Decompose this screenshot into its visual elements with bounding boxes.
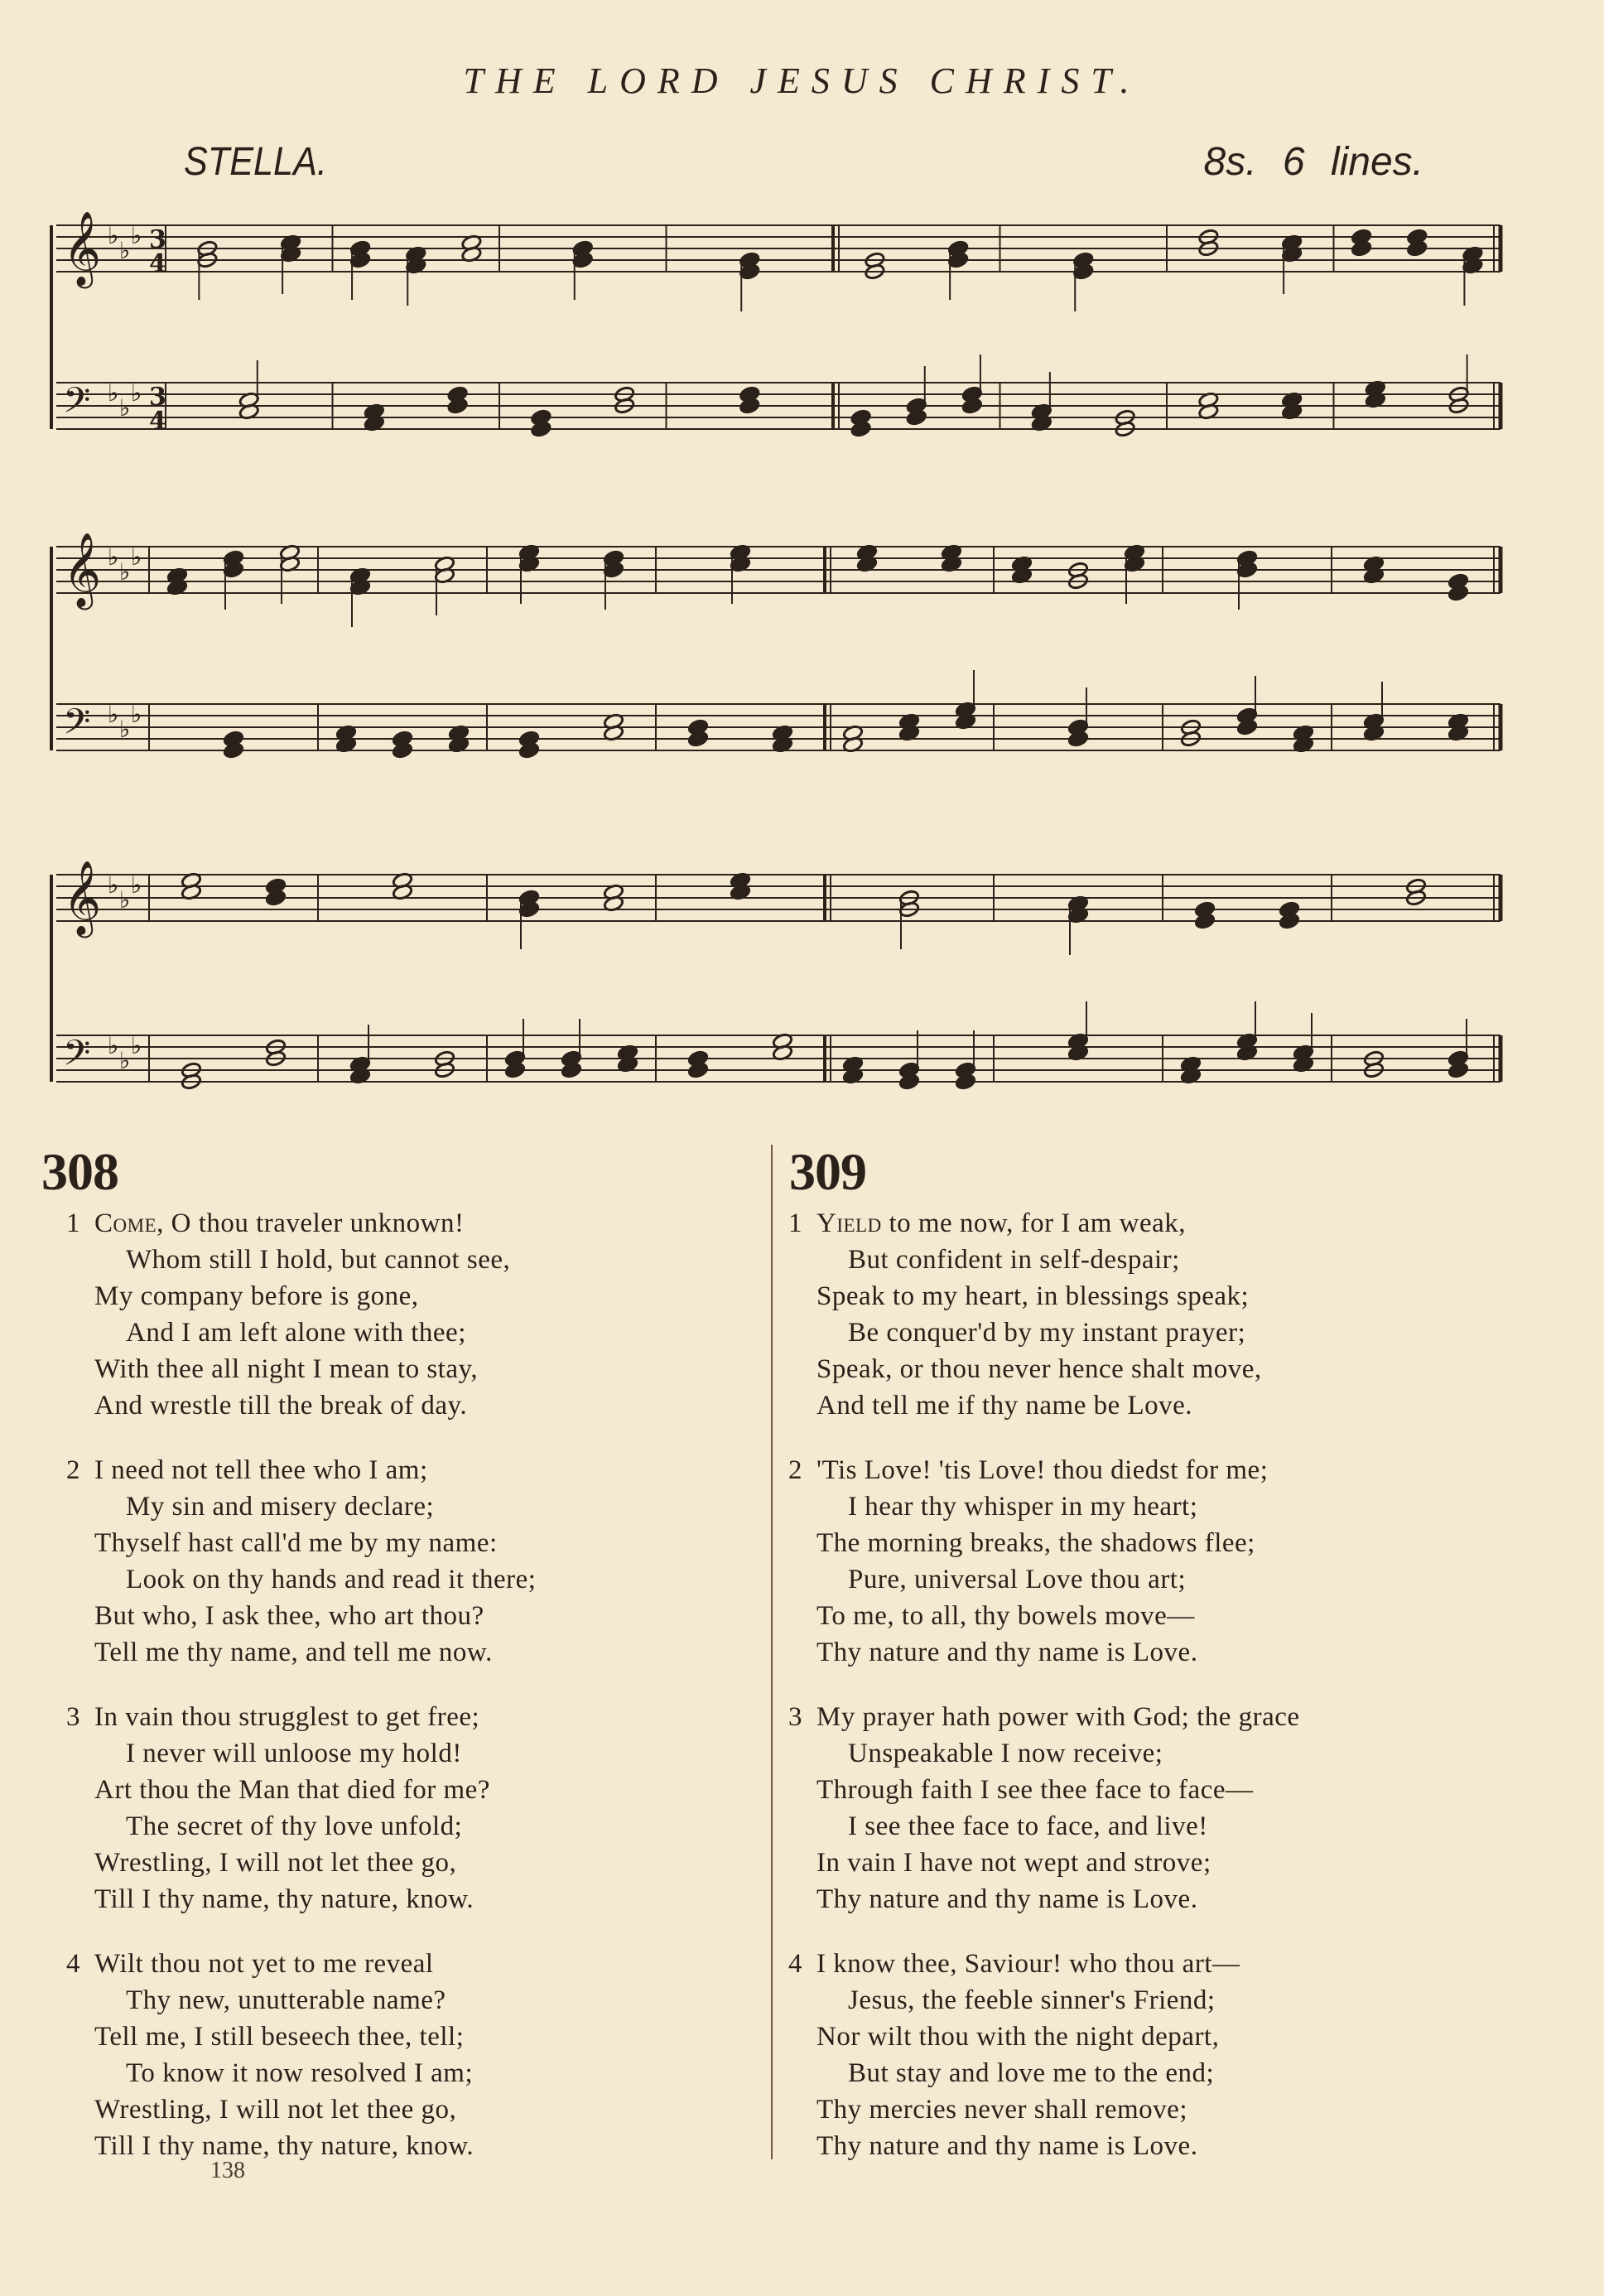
stanza-line: I never will unloose my hold!: [126, 1739, 462, 1768]
flat-icon: ♭: [108, 1032, 119, 1059]
column-divider: [771, 1145, 773, 2159]
musical-score: [0, 0, 1604, 1126]
tune-name: STELLA.: [184, 140, 327, 184]
flat-icon: ♭: [119, 1047, 131, 1074]
stanza-line: Wrestling, I will not let thee go,: [94, 1848, 457, 1878]
stanza-line: Till I thy name, thy nature, know.: [94, 1884, 474, 1914]
flat-icon: ♭: [131, 222, 142, 249]
time-signature-denominator: 4: [149, 407, 166, 436]
time-signature-numerator: 3: [149, 383, 166, 412]
flat-icon: ♭: [108, 543, 119, 571]
flat-icon: ♭: [108, 379, 119, 407]
stanza-line: In vain I have not wept and strove;: [816, 1848, 1211, 1878]
stanza-line: Thy nature and thy name is Love.: [816, 1884, 1198, 1914]
stanza-line: But confident in self-despair;: [848, 1245, 1180, 1275]
stanza-line: Whom still I hold, but cannot see,: [126, 1245, 511, 1275]
stanza-line: Till I thy name, thy nature, know.: [94, 2131, 474, 2161]
flat-icon: ♭: [119, 394, 131, 422]
flat-icon: ♭: [119, 716, 131, 743]
stanza-line: Thy new, unutterable name?: [126, 1985, 446, 2015]
stanza-line: Be conquer'd by my instant prayer;: [848, 1318, 1246, 1348]
stanza-line: I hear thy whisper in my heart;: [848, 1492, 1198, 1522]
hymn-number-308: 308: [41, 1142, 118, 1201]
stanza-line: Thy nature and thy name is Love.: [816, 1638, 1198, 1667]
hymn-309-stanza-2: 2 'Tis Love! 'tis Love! thou diedst for me; I hear thy whisper in my heart; The morning breaks, the shadows flee; Pure, universal Love thou art; To me, to all, thy bowels move— Thy nature and thy name is Love.: [788, 1452, 1268, 1671]
hymn-number-309: 309: [789, 1142, 866, 1201]
hymn-308-stanza-1: 1 Come, O thou traveler unknown! Whom still I hold, but cannot see, My company before is gone, And I am left alone with thee; With thee all night I mean to stay, And wrestle till the break of day.: [66, 1205, 510, 1424]
flat-icon: ♭: [131, 1032, 142, 1059]
stanza-line: Thy mercies never shall remove;: [816, 2095, 1187, 2125]
flat-icon: ♭: [119, 886, 131, 914]
hymn-309-stanza-4: 4 I know thee, Saviour! who thou art— Jesus, the feeble sinner's Friend; Nor wilt thou with the night depart, But stay and love me to the end; Thy mercies never shall remove; Thy nature and thy name is Love.: [788, 1946, 1240, 2164]
treble-clef-icon: 𝄞: [63, 211, 102, 286]
stanza-line: Look on thy hands and read it there;: [126, 1565, 537, 1594]
hymn-309-stanza-1: 1 Yield to me now, for I am weak, But confident in self-despair; Speak to my heart, in blessings speak; Be conquer'd by my instant prayer; Speak, or thou never hence shalt move, And tell me if thy name be Love.: [788, 1205, 1262, 1424]
time-signature-denominator: 4: [149, 249, 166, 278]
stanza-line: Thyself hast call'd me by my name:: [94, 1528, 498, 1558]
bass-clef-icon: 𝄢: [63, 702, 91, 751]
stanza-line: To me, to all, thy bowels move—: [816, 1601, 1195, 1631]
stanza-line: Speak, or thou never hence shalt move,: [816, 1354, 1262, 1384]
stanza-first-word: Yield: [816, 1208, 882, 1238]
flat-icon: ♭: [108, 222, 119, 249]
stanza-line: But stay and love me to the end;: [848, 2058, 1215, 2088]
stanza-line: But who, I ask thee, who art thou?: [94, 1601, 484, 1631]
flat-icon: ♭: [131, 379, 142, 407]
stanza-line: Unspeakable I now receive;: [848, 1739, 1163, 1768]
hymn-308-stanza-4: 4 Wilt thou not yet to me reveal Thy new, unutterable name? Tell me, I still beseech thee, tell; To know it now resolved I am; Wrestling, I will not let thee go, Till I thy name, thy nature, know.: [66, 1946, 474, 2164]
stanza-line: Speak to my heart, in blessings speak;: [816, 1281, 1250, 1311]
flat-icon: ♭: [119, 237, 131, 264]
stanza-line: And I am left alone with thee;: [126, 1318, 466, 1348]
stanza-line: My sin and misery declare;: [126, 1492, 435, 1522]
treble-clef-icon: 𝄞: [63, 533, 102, 607]
hymn-308-stanza-2: 2 I need not tell thee who I am; My sin and misery declare; Thyself hast call'd me by my name: Look on thy hands and read it there; But who, I ask thee, who art thou? Tell me thy name, and tell me now.: [66, 1452, 536, 1671]
stanza-line: And tell me if thy name be Love.: [816, 1391, 1193, 1421]
stanza-line: Tell me, I still beseech thee, tell;: [94, 2022, 465, 2052]
flat-icon: ♭: [119, 558, 131, 586]
flat-icon: ♭: [108, 701, 119, 728]
treble-clef-icon: 𝄞: [63, 861, 102, 935]
flat-icon: ♭: [131, 871, 142, 899]
stanza-line: My company before is gone,: [94, 1281, 419, 1311]
stanza-line: Jesus, the feeble sinner's Friend;: [848, 1985, 1216, 2015]
stanza-line: Thy nature and thy name is Love.: [816, 2131, 1198, 2161]
bass-clef-icon: 𝄢: [63, 380, 91, 430]
hymn-308-stanza-3: 3 In vain thou strugglest to get free; I never will unloose my hold! Art thou the Man that died for me? The secret of thy love unfold; Wrestling, I will not let thee go, Till I thy name, thy nature, know.: [66, 1699, 490, 1917]
stanza-line: The morning breaks, the shadows flee;: [816, 1528, 1255, 1558]
stanza-line: And wrestle till the break of day.: [94, 1391, 468, 1421]
page-number: 138: [210, 2158, 245, 2183]
stanza-line: Pure, universal Love thou art;: [848, 1565, 1187, 1594]
stanza-line: With thee all night I mean to stay,: [94, 1354, 479, 1384]
hymn-309-stanza-3: 3 My prayer hath power with God; the grace Unspeakable I now receive; Through faith I see thee face to face— I see thee face to face, and live! In vain I have not wept and strove; Thy nature and thy name is Love.: [788, 1699, 1300, 1917]
stanza-line: Through faith I see thee face to face—: [816, 1775, 1254, 1805]
stanza-first-word: Come,: [94, 1208, 164, 1238]
bass-clef-icon: 𝄢: [63, 1033, 91, 1083]
stanza-line: I see thee face to face, and live!: [848, 1811, 1208, 1841]
flat-icon: ♭: [131, 701, 142, 728]
tune-meter: 8s. 6 lines.: [1203, 140, 1423, 184]
running-head: THE LORD JESUS CHRIST.: [463, 60, 1141, 101]
stanza-line: Art thou the Man that died for me?: [94, 1775, 490, 1805]
stanza-line: The secret of thy love unfold;: [126, 1811, 463, 1841]
stanza-line: To know it now resolved I am;: [126, 2058, 474, 2088]
stanza-line: Tell me thy name, and tell me now.: [94, 1638, 493, 1667]
time-signature-numerator: 3: [149, 225, 166, 254]
stanza-line: Nor wilt thou with the night depart,: [816, 2022, 1220, 2052]
flat-icon: ♭: [131, 543, 142, 571]
flat-icon: ♭: [108, 871, 119, 899]
stanza-line: Wrestling, I will not let thee go,: [94, 2095, 457, 2125]
